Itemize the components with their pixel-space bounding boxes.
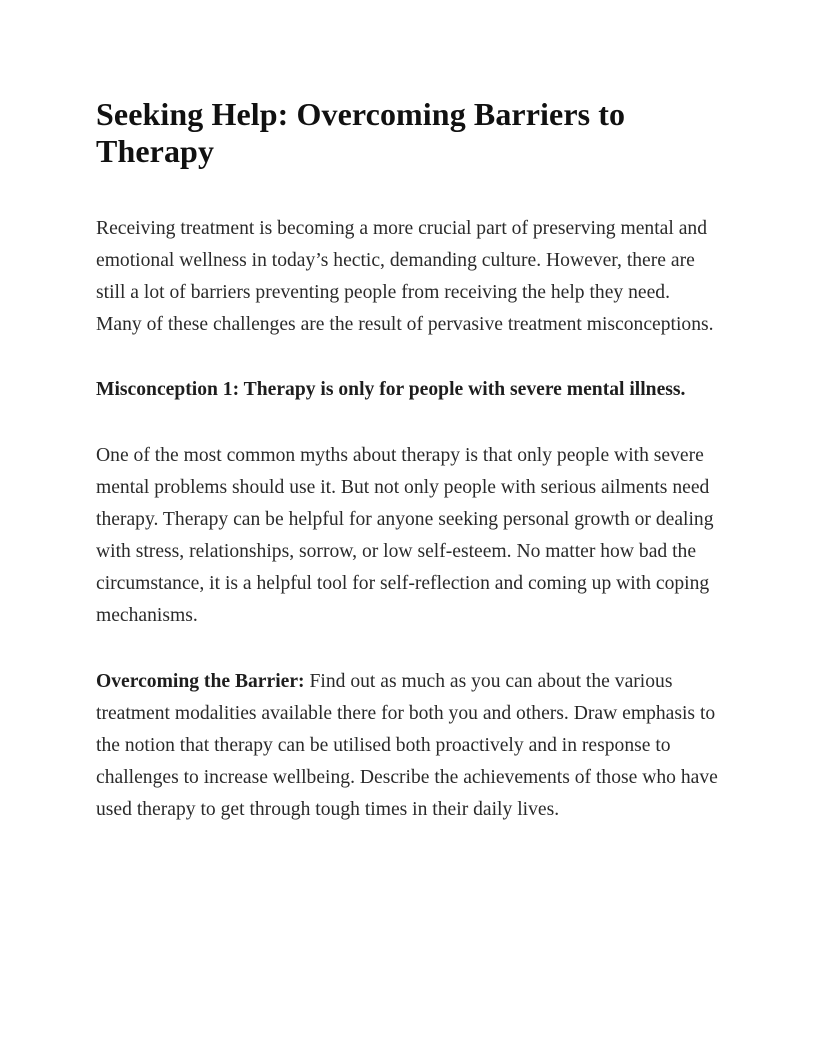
section-body-paragraph: One of the most common myths about therapy is that only people with severe mental problems should use it. But not only people with serious ailments need therapy. Therapy can be helpful for anyone seeking personal growth or dealing with stress, relationships, sorrow, or low self-esteem. No matter how bad the circumstance, it is a helpful tool for self-reflection and coming up with coping mechanisms. bbox=[96, 445, 714, 626]
page-title: Seeking Help: Overcoming Barriers to Therapy bbox=[96, 96, 626, 169]
document-page bbox=[96, 96, 720, 826]
overcoming-barrier-label: Overcoming the Barrier: bbox=[96, 671, 305, 692]
intro-paragraph: Receiving treatment is becoming a more crucial part of preserving mental and emotional wellness in today’s hectic, demanding culture. However, there are still a lot of barriers preventing people from receiving the help they need. Many of these challenges are the result of pervasive treatment misconceptions. bbox=[96, 218, 714, 335]
overcoming-barrier-text: Find out as much as you can about the various treatment modalities available there for both you and others. Draw emphasis to the notion that therapy can be utilised both proactively and in response to challenges to increase wellbeing. Describe the achievements of those who have used therapy to get through tough times in their daily lives. bbox=[96, 671, 718, 820]
overcoming-barrier-paragraph bbox=[96, 666, 720, 826]
section-heading: Misconception 1: Therapy is only for people with severe mental illness. bbox=[96, 379, 686, 400]
